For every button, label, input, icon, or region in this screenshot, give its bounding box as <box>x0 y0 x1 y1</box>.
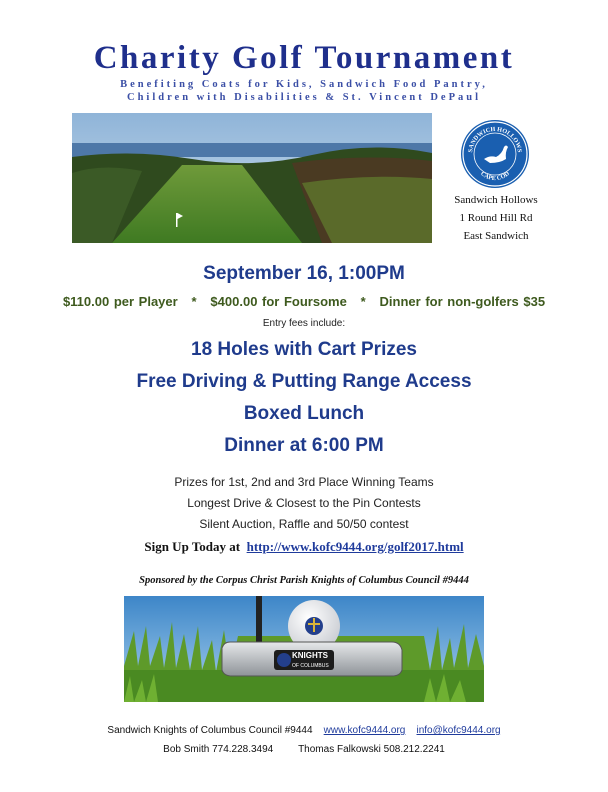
subtitle-line-2: Children with Disabilities & St. Vincent DePaul <box>126 92 482 103</box>
page-title: Charity Golf Tournament <box>93 40 515 76</box>
footer-contact-1: Bob Smith 774.228.3494 <box>163 744 274 755</box>
include-item: 18 Holes with Cart Prizes <box>191 339 417 360</box>
subtitle-line-1: Benefiting Coats for Kids, Sandwich Food Pantry, <box>120 79 488 90</box>
venue-street: 1 Round Hill Rd <box>459 212 533 224</box>
footer-council: Sandwich Knights of Columbus Council #9444 <box>107 725 313 736</box>
pricing-line: $110.00 per Player * $400.00 for Foursome * Dinner for non-golfers $35 <box>62 294 546 309</box>
sponsor-line: Sponsored by the Corpus Christ Parish Knights of Columbus Council #9444 <box>139 575 469 586</box>
golf-ball-putter-image <box>124 596 484 702</box>
prize-line: Silent Auction, Raffle and 50/50 contest <box>199 517 409 531</box>
signup-link[interactable]: http://www.kofc9444.org/golf2017.html <box>246 539 464 554</box>
entry-fees-label: Entry fees include: <box>262 318 346 329</box>
golf-course-image <box>72 113 432 243</box>
signup-label: Sign Up Today at <box>144 539 241 554</box>
venue-name: Sandwich Hollows <box>454 194 538 206</box>
include-item: Free Driving & Putting Range Access <box>136 371 472 392</box>
venue-town: East Sandwich <box>463 230 529 242</box>
logo-text-top: SANDWICH HOLLOWS <box>467 125 523 153</box>
event-date-time: September 16, 1:00PM <box>203 263 405 284</box>
footer-email-link[interactable]: info@kofc9444.org <box>416 725 501 736</box>
footer-line-1 <box>0 725 608 736</box>
logo-text-bottom: CAPE COD <box>479 170 511 183</box>
sandwich-hollows-logo <box>460 119 530 189</box>
include-item: Boxed Lunch <box>243 403 365 424</box>
putter-text-2: OF COLUMBUS <box>292 663 329 669</box>
prize-line: Longest Drive & Closest to the Pin Contests <box>187 496 421 510</box>
putter-text-1: KNIGHTS <box>292 651 328 660</box>
include-item: Dinner at 6:00 PM <box>224 435 384 456</box>
footer-website-link[interactable]: www.kofc9444.org <box>323 725 406 736</box>
signup-line <box>0 539 608 555</box>
footer-contact-2: Thomas Falkowski 508.212.2241 <box>298 744 445 755</box>
footer-line-2 <box>0 744 608 755</box>
prize-line: Prizes for 1st, 2nd and 3rd Place Winning Teams <box>174 475 434 489</box>
